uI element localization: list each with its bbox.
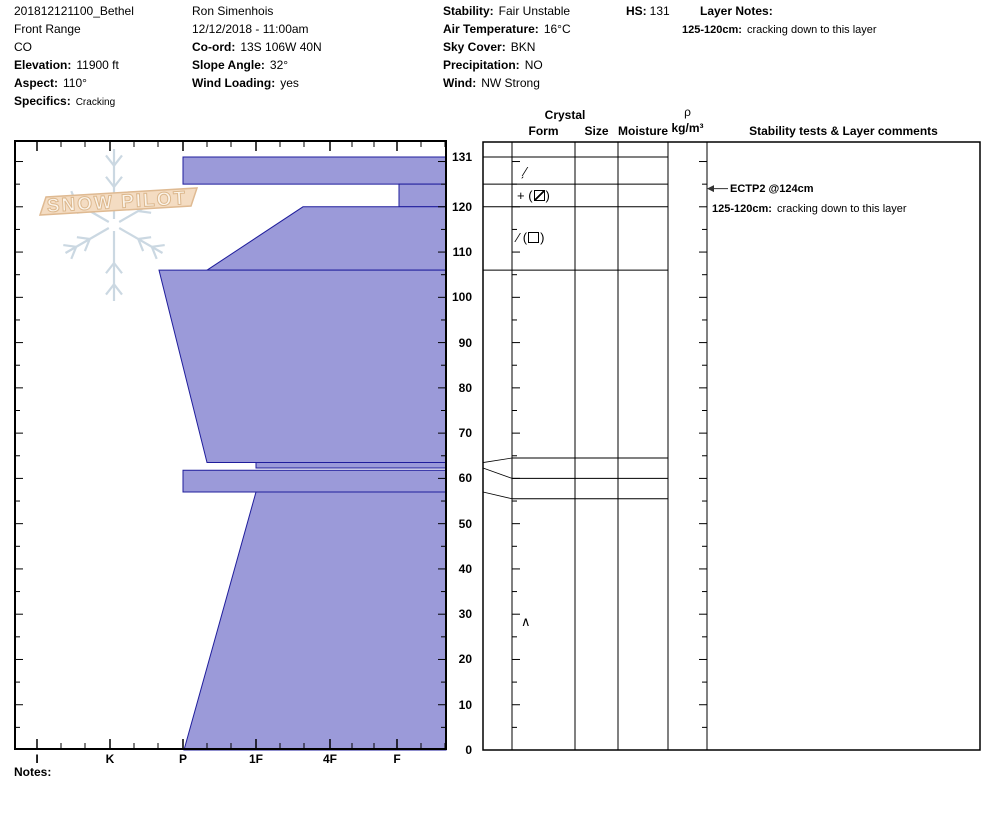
snow-layer-bar-5 (183, 470, 446, 492)
depth-label-120: 120 (451, 199, 472, 214)
wind-loading-label: Wind Loading: (192, 76, 276, 90)
state: CO (14, 40, 32, 54)
wind-row (443, 76, 540, 90)
slope-angle-value: 32° (269, 58, 289, 72)
stability-value: Fair Unstable (498, 4, 571, 18)
hardness-label-P: P (178, 752, 187, 766)
crystal-form-symbol-layer2 (517, 189, 550, 203)
comments-header: Stability tests & Layer comments (749, 124, 938, 138)
layer-note-row (682, 23, 877, 37)
precipitation-value: NO (524, 58, 543, 72)
depth-label-50: 50 (458, 516, 472, 531)
sky-cover-row (443, 40, 535, 54)
notes-label: Notes: (14, 765, 52, 779)
snow-layer-bar-3 (159, 270, 446, 462)
depth-label-0: 0 (465, 743, 472, 757)
crystal-form-symbol-layer4 (521, 615, 531, 629)
air-temp-row (443, 22, 571, 36)
depth-label-70: 70 (458, 426, 472, 441)
arrow-left-icon (707, 185, 714, 192)
precipitation-label: Precipitation: (443, 58, 520, 72)
air-temp-label: Air Temperature: (443, 22, 539, 36)
elevation-row (14, 58, 119, 72)
layer-note-range: 125-120cm: (682, 24, 742, 36)
crystal-glyph-slash2: ∕ ( (517, 230, 528, 245)
specifics-value: Cracking (75, 97, 116, 108)
density-header-rho: ρ (684, 105, 691, 119)
depth-label-131: 131 (451, 150, 472, 164)
air-temp-value: 16°C (543, 22, 571, 36)
form-header: Form (528, 124, 559, 138)
crystal-form-symbol-layer3 (517, 231, 544, 245)
elevation-value: 11900 ft (76, 58, 119, 72)
depth-label-100: 100 (451, 290, 472, 305)
snow-layer-bar-6 (184, 492, 446, 750)
coord-value: 13S 106W 40N (240, 40, 322, 54)
slope-angle-label: Slope Angle: (192, 58, 265, 72)
snow-layer-bar-2 (207, 207, 446, 270)
pit-id: 201812121100_Bethel (14, 4, 134, 18)
layer-comment-text: cracking down to this layer (776, 203, 907, 215)
aspect-value: 110° (63, 76, 87, 90)
hs-value: 131 (649, 4, 670, 18)
hs-label: HS: (626, 4, 647, 18)
size-header: Size (584, 124, 609, 138)
stability-label: Stability: (443, 4, 494, 18)
depth-label-20: 20 (458, 652, 472, 667)
slope-angle-row (192, 58, 288, 72)
specifics-label: Specifics: (14, 94, 71, 108)
wind-loading-value: yes (280, 76, 299, 90)
snow-layer-bar-0 (183, 157, 446, 184)
square-icon (528, 232, 539, 243)
layer-comment-range: 125-120cm: (712, 203, 772, 215)
wind-value: NW Strong (481, 76, 540, 90)
hardness-label-K: K (105, 752, 115, 766)
region: Front Range (14, 22, 81, 36)
depth-label-10: 10 (458, 697, 472, 712)
coord-label: Co-ord: (192, 40, 236, 54)
depth-label-60: 60 (458, 471, 472, 486)
snowpilot-watermark: SNOW PILOT (46, 187, 188, 218)
hardness-label-1F: 1F (248, 752, 263, 766)
depth-label-80: 80 (458, 380, 472, 395)
depth-label-30: 30 (458, 607, 472, 622)
depth-label-40: 40 (458, 561, 472, 576)
sky-cover-value: BKN (510, 40, 536, 54)
layer-comment-row (712, 202, 907, 216)
hardness-label-F: F (393, 752, 401, 766)
hardness-label-I: I (35, 752, 39, 766)
stability-test-result: ECTP2 @124cm (730, 183, 814, 195)
coord-row (192, 40, 322, 54)
snow-layer-bar-4 (256, 463, 446, 468)
hardness-layers (159, 157, 446, 750)
density-header-units: kg/m³ (671, 121, 704, 135)
crystal-glyph-slash: ˏ∕ (520, 164, 527, 179)
stability-row (443, 4, 570, 18)
depth-label-90: 90 (458, 335, 472, 350)
moisture-header: Moisture (618, 124, 669, 138)
elevation-label: Elevation: (14, 58, 72, 72)
crystal-glyph-caret: ∧ (521, 614, 531, 629)
crystal-header: Crystal (544, 108, 586, 122)
pit-datetime: 12/12/2018 - 11:00am (192, 22, 309, 36)
layer-note-text: cracking down to this layer (746, 24, 877, 36)
specifics-row (14, 94, 115, 110)
sky-cover-label: Sky Cover: (443, 40, 506, 54)
crystal-glyph-paren2: ) (540, 230, 545, 245)
square-diagonal-icon (534, 190, 545, 201)
crystal-glyph-plus: + ( (517, 188, 533, 203)
crystal-glyph-paren: ) (545, 188, 550, 203)
aspect-row (14, 76, 87, 90)
hs-row (626, 4, 670, 18)
depth-label-110: 110 (452, 245, 472, 260)
snow-layer-bar-1 (399, 184, 446, 207)
wind-label: Wind: (443, 76, 477, 90)
wind-loading-row (192, 76, 299, 90)
hardness-label-4F: 4F (322, 752, 337, 766)
crystal-form-symbol-layer1 (520, 165, 527, 179)
observer-name: Ron Simenhois (192, 4, 274, 18)
aspect-label: Aspect: (14, 76, 59, 90)
layer-notes-title: Layer Notes: (700, 4, 773, 18)
precipitation-row (443, 58, 543, 72)
